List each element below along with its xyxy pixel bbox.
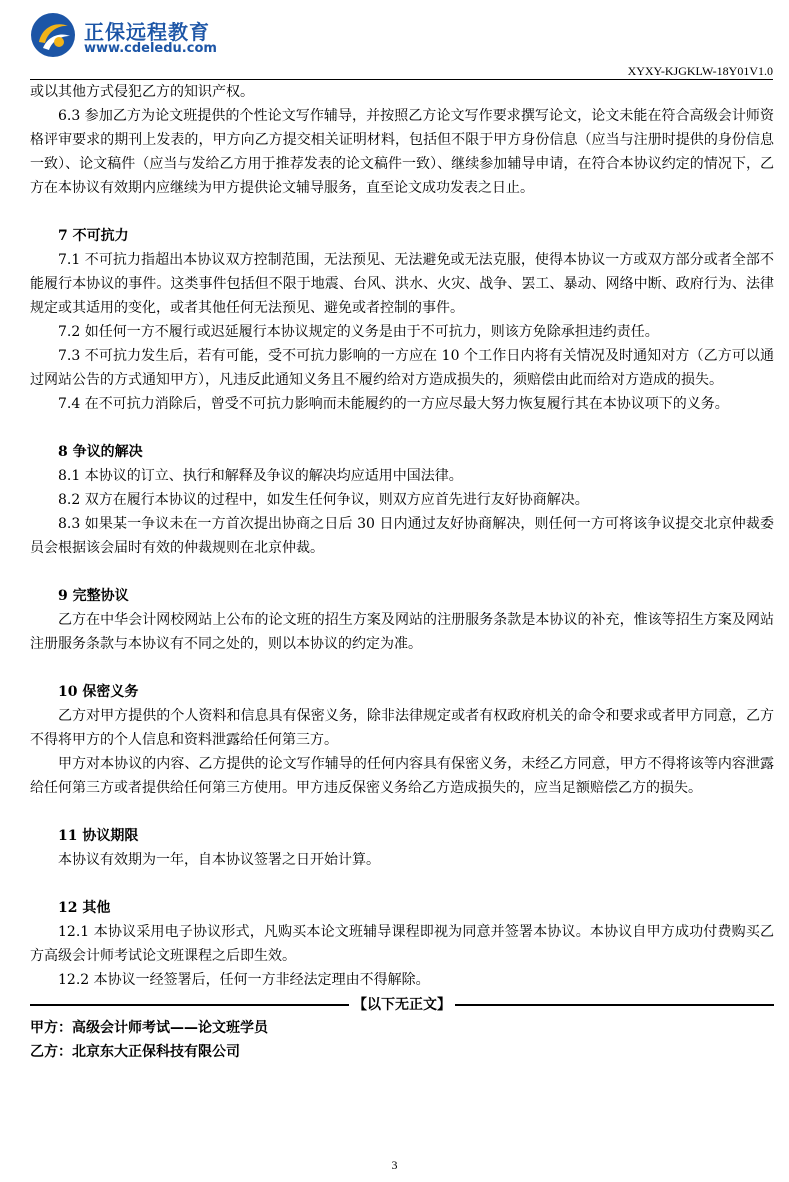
section-12-title: 12 其他 [58, 900, 111, 916]
clause-8-1: 8.1 本协议的订立、执行和解释及争议的解决均应适用中国法律。 [58, 468, 463, 484]
logo-icon [30, 12, 76, 58]
section-11-title: 11 协议期限 [58, 828, 139, 844]
brand-name: 正保远程教育 [84, 20, 210, 44]
site-url: www.cdeledu.com [84, 41, 217, 56]
page-header [0, 0, 789, 80]
clause-8-3: 8.3 如果某一争议未在一方首次提出协商之日后 30 日内通过友好协商解决，则任何一方可将该争议提交北京仲裁委员会根据该会届时有效的仲裁规则在北京仲裁。 [30, 516, 774, 556]
clause-7-4: 7.4 在不可抗力消除后，曾受不可抗力影响而未能履约的一方应尽最大努力恢复履行其在本协议项下的义务。 [58, 396, 729, 412]
clause-12-1: 12.1 本协议采用电子协议形式，凡购买本论文班辅导课程即视为同意并签署本协议。本协议自甲方成功付费购买乙方高级会计师考试论文班课程之后即生效。 [30, 924, 774, 964]
page-number: 3 [391, 1158, 398, 1172]
clause-7-3: 7.3 不可抗力发生后，若有可能，受不可抗力影响的一方应在 10 个工作日内将有关情况及时通知对方（乙方可以通过网站公告的方式通知甲方），凡违反此通知义务且不履约给对方造成损失的，须赔偿由此而给对方造成的损失。 [30, 348, 774, 388]
end-of-text-label: 【以下无正文】 [353, 997, 451, 1013]
clause-9: 乙方在中华会计网校网站上公布的论文班的招生方案及网站的注册服务条款是本协议的补充，惟该等招生方案及网站注册服务条款与本协议有不同之处的，则以本协议的约定为准。 [30, 612, 774, 652]
clause-12-2: 12.2 本协议一经签署后，任何一方非经法定理由不得解除。 [58, 972, 430, 988]
clause-11: 本协议有效期为一年，自本协议签署之日开始计算。 [58, 852, 380, 868]
clause-7-1: 7.1 不可抗力指超出本协议双方控制范围，无法预见、无法避免或无法克服，使得本协议一方或双方部分或者全部不能履行本协议的事件。这类事件包括但不限于地震、台风、洪水、火灾、战争、罢工、暴动、网络中断、政府行为、法律规定或其适用的变化，或者其他任何无法预见、避免或者控制的事件。 [30, 252, 774, 316]
clause-10-a: 乙方对甲方提供的个人资料和信息具有保密义务，除非法律规定或者有权政府机关的命令和要求或者甲方同意，乙方不得将甲方的个人信息和资料泄露给任何第三方。 [30, 708, 774, 748]
end-of-text-divider [30, 994, 774, 1016]
party-a-signature: 甲方：高级会计师考试——论文班学员 [30, 1020, 268, 1036]
clause-7-2: 7.2 如任何一方不履行或迟延履行本协议规定的义务是由于不可抗力，则该方免除承担违约责任。 [58, 324, 659, 340]
section-8-title: 8 争议的解决 [58, 444, 143, 460]
section-7-title: 7 不可抗力 [58, 228, 129, 244]
party-b-signature: 乙方：北京东大正保科技有限公司 [30, 1044, 240, 1060]
clause-8-2: 8.2 双方在履行本协议的过程中，如发生任何争议，则双方应首先进行友好协商解决。 [58, 492, 589, 508]
document-body [30, 80, 774, 1064]
section-10-title: 10 保密义务 [58, 684, 139, 700]
section-9-title: 9 完整协议 [58, 588, 129, 604]
document-number: XYXY-KJGKLW-18Y01V1.0 [627, 64, 773, 78]
clause-10-b: 甲方对本协议的内容、乙方提供的论文写作辅导的任何内容具有保密义务，未经乙方同意，甲方不得将该等内容泄露给任何第三方或者提供给任何第三方使用。甲方违反保密义务给乙方造成损失的，应当足额赔偿乙方的损失。 [30, 756, 774, 796]
paragraph-continued: 或以其他方式侵犯乙方的知识产权。 [30, 84, 254, 100]
clause-6-3: 6.3 参加乙方为论文班提供的个性论文写作辅导，并按照乙方论文写作要求撰写论文，论文未能在符合高级会计师资格评审要求的期刊上发表的，甲方向乙方提交相关证明材料，包括但不限于甲方身份信息（应当与注册时提供的身份信息一致）、论文稿件（应当与发给乙方用于推荐发表的论文稿件一致）、继续参加辅导申请，在符合本协议约定的情况下，乙方在本协议有效期内应继续为甲方提供论文辅导服务，直至论文成功发表之日止。 [30, 108, 774, 196]
